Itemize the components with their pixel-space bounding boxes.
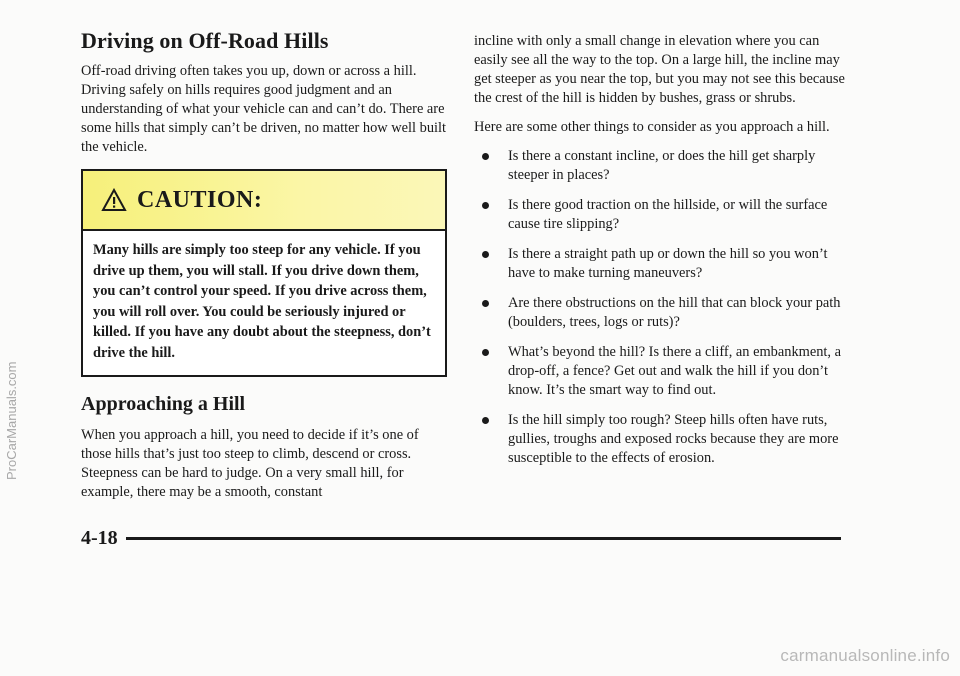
list-item-text: Is the hill simply too rough? Steep hills often have ruts, gullies, troughs and exposed rocks because they are more susceptible to the effects of erosion. [508, 412, 839, 466]
continuation-paragraph: incline with only a small change in elevation where you can easily see all the way to the top. On a large hill, the incline may get steeper as you near the top, but you may not see this because the crest of the hill is hidden by bushes, grass or shrubs. [474, 33, 845, 106]
list-item [474, 411, 854, 468]
lead-paragraph: Here are some other things to consider as you approach a hill. [474, 119, 830, 135]
left-column [81, 28, 449, 512]
list-item-text: Is there good traction on the hillside, or will the surface cause tire slipping? [508, 197, 828, 232]
list-item-text: Is there a constant incline, or does the hill get sharply steeper in places? [508, 148, 816, 183]
bullet-icon [482, 300, 489, 307]
list-item [474, 294, 854, 332]
caution-header [83, 171, 445, 231]
list-item [474, 343, 854, 400]
side-watermark [4, 190, 24, 480]
caution-text: Many hills are simply too steep for any vehicle. If you drive up them, you will stall. If you drive down them, you can’t control your speed. If you drive across them, you will roll over. You could be seriously injured or killed. If you have any doubt about the steepness, don’t drive the hill. [93, 242, 431, 361]
list-item-text: What’s beyond the hill? Is there a cliff, an embankment, a drop-off, a fence? Get out and walk the hill if you don’t know. It’s the smart way to find out. [508, 344, 842, 398]
warning-triangle-icon [101, 188, 127, 212]
bullet-icon [482, 349, 489, 356]
bottom-watermark[interactable]: carmanualsonline.info [780, 646, 950, 665]
list-item [474, 245, 854, 283]
caution-title: CAUTION: [137, 186, 263, 213]
page-footer [81, 526, 841, 550]
side-watermark-text: ProCarManuals.com [4, 361, 19, 480]
bullet-icon [482, 202, 489, 209]
subsection-heading: Approaching a Hill [81, 393, 246, 415]
intro-paragraph: Off-road driving often takes you up, down or across a hill. Driving safely on hills requires good judgment and an understanding of what your vehicle can and can’t do. There are some hills that simply can’t be driven, no matter how well built the vehicle. [81, 63, 447, 155]
approach-paragraph: When you approach a hill, you need to decide if it’s one of those hills that’s just too steep to climb, descend or cross. Steepness can be hard to judge. On a very small hill, for example, there may be a smooth, constant [81, 427, 419, 500]
list-item [474, 196, 854, 234]
section-heading: Driving on Off-Road Hills [81, 28, 329, 53]
list-item [474, 147, 854, 185]
bullet-icon [482, 251, 489, 258]
list-item-text: Is there a straight path up or down the hill so you won’t have to make turning maneuvers? [508, 246, 828, 281]
right-column [474, 32, 854, 479]
caution-box [81, 169, 447, 377]
bullet-icon [482, 153, 489, 160]
bullet-icon [482, 417, 489, 424]
page-number: 4-18 [81, 526, 118, 549]
footer-rule [126, 537, 841, 540]
considerations-list [474, 147, 854, 468]
list-item-text: Are there obstructions on the hill that can block your path (boulders, trees, logs or ruts)? [508, 295, 841, 330]
